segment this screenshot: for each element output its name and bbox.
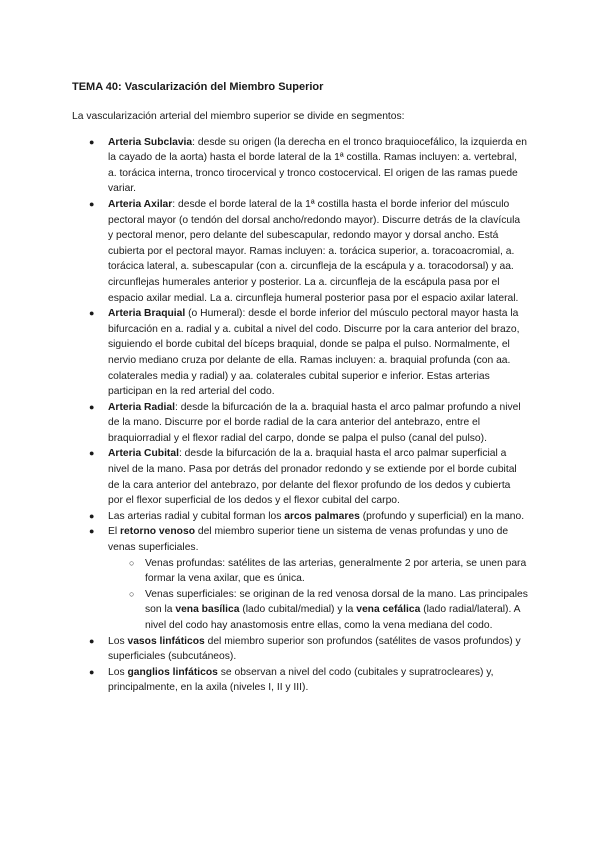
- text-run: Los: [108, 666, 128, 678]
- bullet-icon: ●: [89, 448, 95, 459]
- bullet-icon: ●: [89, 308, 95, 319]
- bullet-icon: ●: [89, 198, 95, 209]
- text-run: Venas profundas: satélites de las arterias, generalmente 2 por arteria, se unen para formar la vena axilar, que es única.: [145, 557, 527, 585]
- list-item: [72, 509, 528, 525]
- list-item: [72, 665, 528, 696]
- list-item: [72, 306, 528, 400]
- bullet-icon: ●: [89, 666, 95, 677]
- text-run: El: [108, 526, 121, 538]
- bold-term: arcos palmares: [284, 510, 360, 522]
- bold-term: vasos linfáticos: [127, 635, 205, 647]
- hollow-bullet-icon: ○: [129, 557, 135, 568]
- bold-term: retorno venoso: [120, 526, 195, 538]
- text-run: Venas superficiales: se originan de la red venosa dorsal de la mano. Las principales son la: [145, 588, 528, 616]
- bullet-icon: ●: [89, 635, 95, 646]
- text-run: Los: [108, 635, 128, 647]
- bold-term: Arteria Cubital: [108, 448, 179, 460]
- text-run: (lado cubital/medial) y la: [239, 604, 357, 616]
- document-title: TEMA 40: Vascularización del Miembro Superior: [72, 81, 324, 93]
- list-item: [72, 634, 528, 665]
- text-run: (profundo y superficial) en la mano.: [359, 510, 525, 522]
- hollow-bullet-icon: ○: [129, 588, 135, 599]
- text-run: del miembro superior tiene un sistema de venas profundas y uno de venas superficiales.: [108, 526, 509, 554]
- list-item: [72, 400, 528, 447]
- bold-term: Arteria Radial: [108, 401, 175, 413]
- bullet-icon: ●: [89, 526, 95, 537]
- text-run: (lado radial/lateral). A nivel del codo hay anastomosis entre ellas, como la vena mediana del codo.: [145, 604, 520, 631]
- sub-list-item: [108, 556, 528, 587]
- text-run: : desde la bifurcación de la a. braquial hasta el arco palmar superficial a nivel de la mano. Pasa por detrás del pronador redondo y se extiende por el borde cubital de la cara anterior del antebrazo, por delante del flexor profundo de los dedos y cubierta por el flexor superficial de los dedos y el flexor cubital del carpo.: [108, 448, 517, 507]
- text-run: del miembro superior son profundos (satélites de vasos profundos) y superficiales (subcutáneos).: [108, 635, 521, 663]
- text-run: : desde la bifurcación de la a. braquial hasta el arco palmar profundo a nivel de la mano. Discurre por el borde radial de la cara anterior del antebrazo, entre el braquiorradial y el flexor radial del carpo, donde se palpa el pulso (canal del pulso).: [108, 401, 521, 444]
- bold-term: vena cefálica: [356, 604, 421, 616]
- sub-list-item: [108, 587, 528, 634]
- intro-paragraph: La vascularización arterial del miembro superior se divide en segmentos:: [72, 111, 405, 122]
- bold-term: Arteria Subclavia: [108, 136, 193, 148]
- bold-term: Arteria Axilar: [108, 198, 173, 210]
- bold-term: ganglios linfáticos: [127, 666, 218, 678]
- bullet-icon: ●: [89, 510, 95, 521]
- main-bullet-list: [72, 135, 528, 696]
- text-run: : desde el borde lateral de la 1ª costilla hasta el borde inferior del músculo pectoral mayor (o tendón del dorsal ancho/redondo mayor). Discurre detrás de la clavícula y pectoral menor, pero delante del subescapular, redondo mayor y dorsal ancho. Está cubierta por el pectoral mayor. Ramas incluyen: a. torácica superior, a. toracoacromial, a. torácica lateral, a. subescapular (con a. circunfleja de la escápula y a. toracodorsal) y aa. circunflejas humerales anterior y posterior. La a. circunfleja de la escápula pasa por el espacio axilar medial. La a. circunfleja humeral posterior pasa por el espacio axilar lateral.: [108, 198, 521, 304]
- text-run: se observan a nivel del codo (cubitales y supratrocleares) y, principalmente, en la axila (niveles I, II y III).: [108, 666, 494, 694]
- list-item: [72, 524, 528, 633]
- text-run: Las arterias radial y cubital forman los: [108, 510, 285, 522]
- text-run: : desde su origen (la derecha en el tronco braquiocefálico, la izquierda en la cayado de la aorta) hasta el borde lateral de la 1ª costilla. Ramas incluyen: a. vertebral, a. torácica interna, tronco tirocervical y tronco costocervical. El origen de las ramas puede variar.: [108, 136, 528, 195]
- list-item: [72, 135, 528, 197]
- bullet-icon: ●: [89, 136, 95, 147]
- bullet-icon: ●: [89, 401, 95, 412]
- text-run: (o Humeral): desde el borde inferior del músculo pectoral mayor hasta la bifurcación en a. radial y a. cubital a nivel del codo. Discurre por la cara anterior del brazo, siguiendo el borde cubital del bíceps braquial, donde se palpa el pulso. Normalmente, el nervio mediano cruza por delante de ella. Ramas incluyen: a. braquial profunda (con aa. colaterales media y radial) y aa. colaterales cubital superior e inferior. Estas arterias participan en la red arterial del codo.: [108, 308, 520, 398]
- bold-term: vena basílica: [175, 604, 240, 616]
- list-item: [72, 446, 528, 508]
- list-item: [72, 197, 528, 306]
- bold-term: Arteria Braquial: [108, 308, 186, 320]
- sub-bullet-list: [108, 556, 528, 634]
